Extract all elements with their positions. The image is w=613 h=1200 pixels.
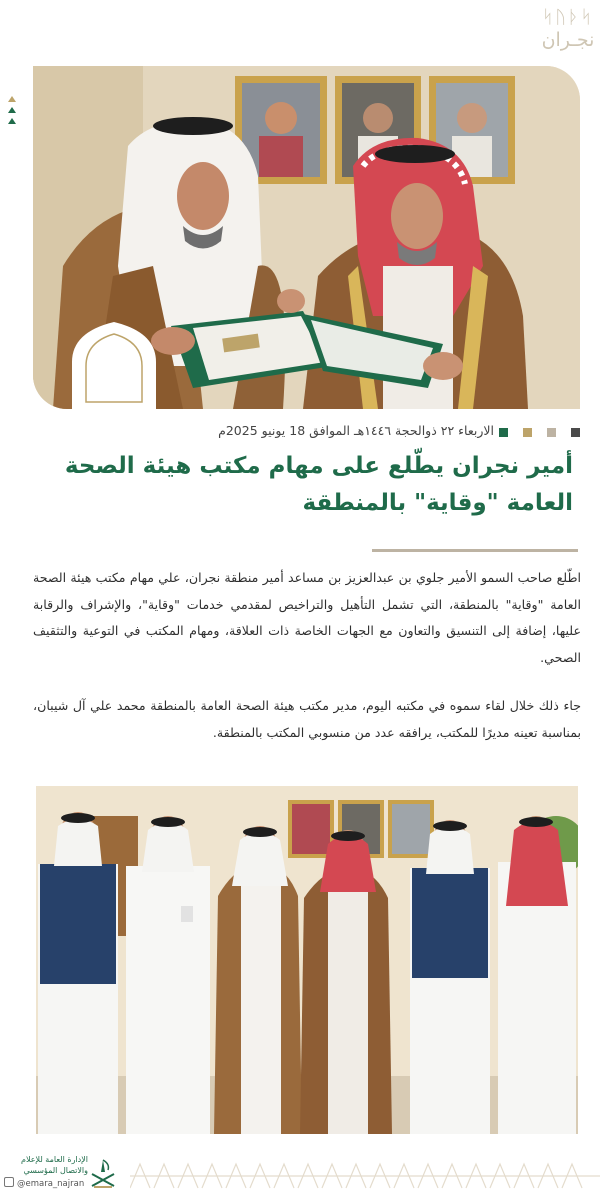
title-line-2: العامة "وقاية" بالمنطقة (302, 490, 573, 516)
najran-logo (533, 8, 603, 60)
green-square-icon (499, 428, 508, 437)
arch-ornament-icon (72, 322, 156, 410)
article-paragraph-1: اطّلع صاحب السمو الأمير جلوي بن عبدالعزيز بن مساعد أمير منطقة نجران، علي مهام مكتب هيئة الصحة العامة "وقاية" بالمنطقة، التي تشمل التأهيل والتراخيص لمقدمي خدمات "وقاية"، والإشراف والرقابة عليها، إضافة إلى التنسيق والتعاون مع الجهات الخاصة ذات العلاقة، ومهام المكتب في التوعية والتثقيف الصحي. (33, 570, 581, 665)
decorative-pattern (130, 1158, 600, 1192)
agency-name: الإدارة العامة للإعلام والاتصال المؤسسي (21, 1155, 88, 1175)
saudi-emblem-icon (88, 1158, 118, 1190)
date-row (170, 423, 580, 443)
gold-triangle-icon (8, 96, 16, 102)
article-paragraph-2: جاء ذلك خلال لقاء سموه في مكتبه اليوم، مدير مكتب هيئة الصحة العامة بالمنطقة محمد علي آل شيبان، بمناسبة تعينه مديرًا للمكتب، يرافقه عدد من منسوبي المكتب بالمنطقة. (33, 698, 581, 740)
gold-square-icon (523, 428, 532, 437)
footer (0, 1150, 613, 1200)
article-date: الاربعاء ٢٢ ذوالحجة ١٤٤٦هـ الموافق 18 يونيو 2025م (218, 423, 494, 438)
logo-wordmark: نجـران (541, 29, 595, 51)
instagram-icon (4, 1177, 14, 1187)
title-divider (372, 549, 578, 552)
green-triangle-icon (8, 107, 16, 113)
social-handle[interactable]: @emara_najran (4, 1177, 84, 1189)
beige-square-icon (547, 428, 556, 437)
article-title (53, 448, 573, 522)
dark-square-icon (571, 428, 580, 437)
title-line-1: أمير نجران يطّلع على مهام مكتب هيئة الصحة (64, 453, 573, 479)
green-triangle-icon (8, 118, 16, 124)
side-decoration (8, 96, 16, 129)
group-photo (36, 786, 578, 1134)
logo-mark: ᛋᚢᚦᛋ (542, 7, 594, 28)
